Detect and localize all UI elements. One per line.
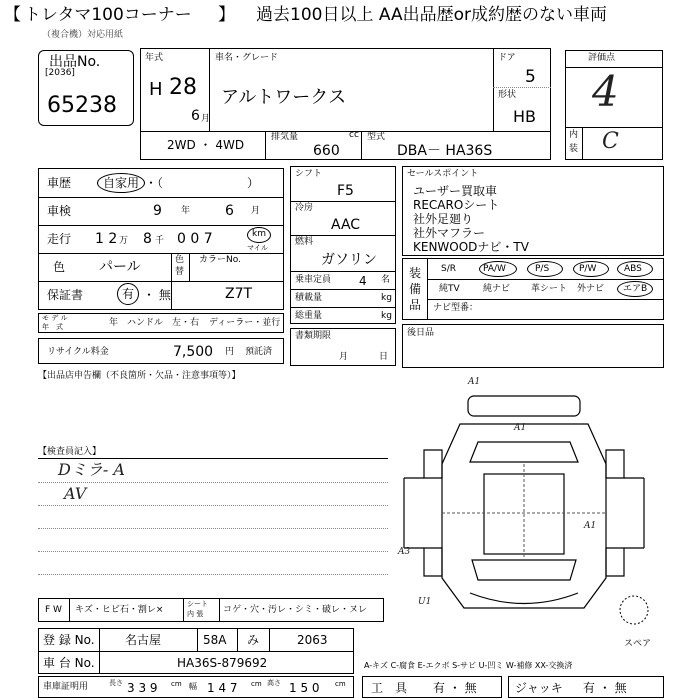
color-no-label: カラーNo. [199, 255, 241, 265]
sales-label: セールスポイント [407, 169, 479, 179]
lot-box [38, 50, 134, 126]
history-rest: ・（ ） [145, 176, 260, 190]
banner-corner: トレタマ100コーナー [24, 5, 192, 25]
sales-point-3: 社外足廻り [413, 212, 474, 226]
width-label: 幅 [189, 682, 197, 691]
inspector-note-2: AV [64, 484, 87, 503]
damage-mark-4: A3 [398, 547, 411, 557]
model-label: 型式 [367, 132, 386, 142]
tools-value: 有 ・ 無 [433, 681, 477, 695]
specs-box [38, 168, 284, 310]
report-label: 【出品店申告欄（不良箇所・欠品・注意事項等）】 [38, 371, 241, 381]
equipment-label-3: 品 [409, 298, 422, 312]
equip-paw: PA/W [483, 264, 506, 274]
gross-unit: kg [381, 311, 392, 321]
len: 3 3 9 [127, 681, 158, 695]
interior-label-2: 装 [569, 144, 579, 154]
inspection-year: 9 [153, 203, 162, 219]
reg-serial: 2063 [297, 633, 328, 647]
model-year-unit: 年 [109, 318, 119, 328]
height: 1 5 0 [289, 681, 320, 695]
load-label: 積載量 [295, 293, 323, 303]
color-label: 色 [53, 260, 66, 274]
options-box [402, 324, 664, 368]
interior-grade: C [602, 129, 619, 154]
model-year-label-2: 年 式 [42, 323, 63, 331]
options-label: 後日品 [407, 328, 435, 338]
dealer-label: ディーラー・並行 [209, 318, 281, 328]
history-value: 自家用 [103, 176, 140, 190]
color-change-2: 替 [175, 267, 185, 277]
month-unit: 月 [201, 114, 211, 124]
seat-text: コゲ・穴・汚レ・シミ・破レ・ヌレ [223, 605, 368, 615]
equipment-label-1: 装 [409, 266, 422, 280]
banner-tagline: 過去100日以上 AA出品歴or成約歴のない車両 [256, 5, 607, 25]
recycle-value: 7,500 [173, 344, 214, 360]
docs-box [290, 328, 396, 366]
recycle-label: リサイクル料金 [47, 347, 109, 357]
shift-label: シフト [295, 169, 323, 179]
displacement-label: 排気量 [271, 132, 299, 142]
car-diagram [400, 378, 690, 628]
fw-label: F W [45, 605, 62, 615]
month: 6 [191, 108, 200, 124]
gross-label: 総重量 [295, 311, 323, 321]
inspection-label: 車検 [47, 204, 72, 218]
warranty-label: 保証書 [47, 288, 84, 302]
equipment-box [402, 258, 664, 320]
docs-month-unit: 月 [339, 352, 349, 362]
navi-label: ナビ型番： [433, 303, 479, 313]
capacity-label: 乗車定員 [295, 275, 332, 285]
mid-specs-box [290, 166, 396, 324]
score-label: 評価点 [588, 53, 616, 63]
banner-bracket-close: 】 [218, 5, 235, 25]
cert-box [38, 676, 354, 698]
sales-box [402, 166, 664, 256]
model: DBA－ HA36S [397, 143, 493, 159]
damage-mark-2: A1 [514, 423, 527, 433]
fuel-label: 燃料 [295, 237, 314, 247]
reg-kana: み [247, 633, 260, 647]
equip-ps: P/S [535, 264, 550, 274]
lot-label: 出品No. [49, 54, 101, 70]
cert-label: 車庫証明用 [43, 682, 89, 692]
registration-box [38, 628, 354, 674]
damage-legend: A-キズ C-腐食 E-エクボ S-サビ U-凹ミ W-補修 XX-交換済 [364, 661, 573, 670]
height-unit: cm [335, 680, 346, 688]
year-label: 年式 [145, 53, 164, 63]
equipment-label-2: 備 [409, 282, 422, 296]
sales-point-5: KENWOODナビ・TV [413, 240, 529, 254]
ac: AAC [331, 217, 361, 233]
sen-unit: 千 [155, 236, 165, 246]
recycle-box [38, 338, 284, 364]
chassis: HA36S-879692 [177, 656, 268, 670]
score: 4 [592, 67, 619, 116]
reg-city: 名古屋 [125, 633, 162, 647]
cc-unit: cc [349, 130, 359, 140]
equip-pw: P/W [579, 264, 597, 274]
sales-point-1: ユーザー買取車 [413, 184, 498, 198]
warranty-yes: 有 [122, 287, 135, 301]
jack-label: ジャッキ [515, 681, 563, 695]
sales-point-4: 社外マフラー [413, 226, 486, 240]
jack-box [508, 676, 664, 698]
width-unit: cm [251, 680, 262, 688]
capacity-unit: 名 [381, 275, 391, 285]
fw-text: キズ・ヒビ石・割レ× [75, 605, 164, 615]
equip-navi: 純ナビ [483, 284, 511, 294]
mileage-man: 1 2 [95, 231, 118, 247]
reg-class: 58A [203, 633, 227, 647]
mileage-label: 走行 [47, 232, 72, 246]
equip-leather: 革シート [531, 284, 568, 294]
tools-label: 工 具 [371, 681, 408, 695]
color-no: Z7T [225, 286, 253, 302]
score-box [565, 50, 663, 160]
mile-unit: マイル [247, 244, 268, 252]
seat-label-1: シート [187, 600, 208, 608]
banner-bracket-open: 【 [4, 5, 21, 25]
name-label: 車名・グレード [215, 53, 279, 63]
lot-number: 65238 [47, 93, 117, 118]
load-unit: kg [381, 293, 392, 303]
mileage-sen: 8 [143, 231, 152, 247]
shape-label: 形状 [498, 90, 517, 100]
interior-label-1: 内 [569, 130, 579, 140]
damage-mark-1: A1 [468, 377, 481, 387]
doors: 5 [525, 67, 536, 87]
inspection-month: 6 [225, 203, 234, 219]
mileage-rest: 0 0 7 [177, 231, 213, 247]
inspection-month-unit: 月 [251, 206, 261, 216]
era: H [149, 79, 163, 100]
inspection-year-unit: 年 [181, 206, 191, 216]
inspector-label: 【検査員記入】 [38, 447, 102, 457]
shape: HB [513, 107, 537, 126]
equip-sr: S/R [441, 264, 456, 274]
recycle-note: 預託済 [245, 347, 273, 357]
damage-mark-5: U1 [418, 597, 432, 607]
equip-airbag: エアB [623, 284, 648, 294]
man-unit: 万 [119, 236, 129, 246]
docs-day-unit: 日 [379, 352, 389, 362]
banner [0, 0, 700, 30]
car-name: アルトワークス [221, 87, 347, 108]
spare-label: スペア [624, 639, 652, 649]
height-label: 高さ [267, 679, 281, 687]
equip-abs: ABS [624, 264, 642, 274]
warranty-no: ・ 無 [143, 288, 171, 302]
sub-note: （複合機）対応用紙 [42, 30, 124, 40]
shift: F5 [337, 183, 354, 199]
docs-label: 書類期限 [295, 331, 332, 341]
color-value: パール [99, 259, 141, 275]
lot-small: [2036] [45, 68, 75, 78]
equip-ext-navi: 外ナビ [577, 284, 605, 294]
reg-label: 登 録 No. [43, 633, 95, 647]
seat-label-2: 内 張 [187, 610, 204, 618]
defects-box [38, 598, 384, 622]
ac-label: 冷房 [295, 203, 314, 213]
model-year-label-1: モ デ ル [42, 314, 68, 322]
door-label: ドア [498, 53, 516, 63]
handle-label: ハンドル 左・右 [127, 318, 200, 328]
header-box [140, 48, 551, 160]
km-unit: km [252, 229, 266, 239]
jack-value: 有 ・ 無 [583, 681, 627, 695]
chassis-label: 車 台 No. [43, 656, 95, 670]
sales-point-2: RECAROシート [413, 198, 500, 212]
tools-box [362, 676, 502, 698]
len-label: 長さ [109, 679, 123, 687]
equip-tv: 純TV [439, 284, 460, 294]
width: 1 4 7 [207, 681, 238, 695]
displacement: 660 [313, 143, 340, 159]
drive: 2WD ・ 4WD [167, 138, 245, 152]
model-year-box [38, 313, 284, 333]
fuel: ガソリン [321, 252, 377, 268]
len-unit: cm [171, 680, 182, 688]
color-change-1: 色 [175, 255, 185, 265]
damage-mark-3: A1 [584, 521, 597, 531]
recycle-unit: 円 [225, 347, 235, 357]
capacity: 4 [359, 274, 367, 288]
inspector-note-1: Dミラ- A [58, 460, 125, 479]
year: 28 [169, 75, 197, 100]
history-label: 車歴 [47, 176, 72, 190]
